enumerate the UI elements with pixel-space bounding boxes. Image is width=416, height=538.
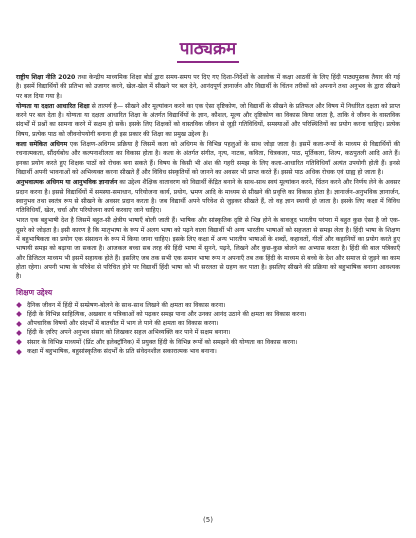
bullet-icon: [16, 339, 22, 345]
list-item: [16, 310, 400, 319]
paragraph-nep: [16, 73, 400, 101]
list-item: [16, 347, 400, 356]
bullet-icon: [16, 321, 22, 327]
title-block: [16, 36, 400, 63]
list-item-text: औपचारिक विषयों और संदर्भों में बातचीत में भाग ले पाने की क्षमता का विकास करना।: [27, 320, 219, 328]
paragraph-multilingual: [16, 216, 400, 281]
list-item: [16, 319, 400, 328]
bullet-icon: [16, 302, 22, 308]
paragraph-competency: [16, 102, 400, 139]
list-item: [16, 338, 400, 347]
list-item-text: कक्षा में बहुभाषिक, बहुसांस्कृतिक संदर्भों के प्रति संवेदनशील सकारात्मक भाव बनाना।: [27, 348, 217, 356]
paragraph-lead: योग्यता या दक्षता आधारित शिक्षा: [16, 102, 90, 110]
paragraph-experiential: [16, 178, 400, 215]
content-body: [16, 73, 400, 356]
paragraph-text: से तात्पर्य है— सीखने और मूल्यांकन करने का एक ऐसा दृष्टिकोण, जो विद्यार्थी के सीखने के प्रतिफल और विषय में निर्धारित दक्षता को प्राप्त करने पर बल देता है। योग्यता या दक्षता आधारित शिक्षा के अंतर्गत विद्यार्थियों के ज्ञान, कौशल, मूल्य और दृष्टिकोण का विकास किया जाता है, ताकि वे जीवन के वास्तविक संदर्भों में प्रश्नों का सामना करने में सक्षम हो सकें। इसके लिए शिक्षकों को वास्तविक जीवन से जुड़ी गतिविधियों, समस्याओं और परिस्थितियों का प्रयोग करना चाहिए। प्रत्येक विषय, प्रत्येक पाठ को जीवनोपयोगी बनाना ही इस प्रकार की शिक्षा का प्रमुख उद्देश्य है।: [16, 102, 400, 138]
bullet-icon: [16, 349, 22, 355]
objectives-heading: शिक्षण उद्देश्य: [16, 287, 53, 297]
page-number: (5): [203, 516, 213, 524]
list-item-text: दैनिक जीवन में हिंदी में सम्प्रेषण-बोलने के साथ-साथ लिखने की क्षमता का विकास करना।: [27, 301, 226, 309]
bullet-icon: [16, 330, 22, 336]
paragraph-text: एक शिक्षण-अधिगम प्रक्रिया है जिसमें कला को अधिगम के विभिन्न पहलुओं के साथ जोड़ा जाता है। इसमें कला-रूपों के माध्यम से विद्यार्थियों की रचनात्मकता, सौंदर्यबोध और कल्पनाशीलता का विकास होता है। कला के अंतर्गत संगीत, नृत्य, नाटक, कविता, चित्रकला, पाठ, मूर्तिकला, शिल्प, कठपुतली आदि आते हैं। इनका प्रयोग करते हुए शिक्षक पाठों को रोचक बना सकते हैं। विषय के किसी भी अंश की गहरी समझ के लिए कला-आधारित गतिविधियाँ अत्यंत उपयोगी होती हैं। इनसे विद्यार्थी अपनी भावनाओं को अभिव्यक्त करना सीखते हैं और विविध संस्कृतियों को जानने का अवसर भी प्राप्त करते हैं। इससे पाठ अधिक रोचक एवं ग्राह्य हो जाता है।: [16, 141, 400, 176]
page-title: पाठ्यक्रम: [179, 39, 237, 59]
bullet-icon: [16, 311, 22, 317]
paragraph-lead: अनुभवात्मक अधिगम या आनुभविक ज्ञानार्जन: [16, 179, 118, 187]
paragraph-text: तथा केन्द्रीय माध्यमिक शिक्षा बोर्ड द्वारा समय-समय पर दिए गए दिशा-निर्देशों के आलोक में कक्षा आठवीं के लिए हिंदी पाठ्यपुस्तक तैयार की गई है। इसमें विद्यार्थियों की प्रतिभा को उजागर करने, खेल-खेल में सीखने पर बल देने, आनंदपूर्ण ज्ञानार्जन और विद्यार्थी के चिंतन तरीकों को अपनाने तथा अनुभव के द्वारा सीखने पर बल दिया गया है।: [16, 74, 401, 100]
list-item-text: हिंदी के ज़रिए अपने अनुभव संसार को लिखकर सहज अभिव्यक्ति कर पाने में सक्षम बनाना।: [27, 329, 231, 337]
paragraph-art-integrated: [16, 140, 400, 177]
paragraph-lead: कला समेकित अधिगम: [16, 141, 68, 149]
list-item: [16, 328, 400, 337]
title-underline: [177, 61, 239, 63]
paragraph-text: का उद्देश्य शैक्षिक वातावरण को विद्यार्थी केंद्रित बनाने के साथ-साथ स्वयं मूल्यांकन करने, चिंतन करने और निर्णय लेने के अवसर प्रदान करना है। इससे विद्यार्थियों में समस्या-समाधान, परियोजना कार्य, प्रयोग, भ्रमण आदि के माध्यम से सीखने की प्रवृत्ति का विकास होता है। ज्ञानार्जन-अनुभविक ज्ञानार्जन, स्वानुभव तथा स्वतंत्र रूप से सीखने के अवसर प्रदान करता है। जब विद्यार्थी अपने परिवेश से जुड़कर सीखते हैं, तो वह ज्ञान स्थायी हो जाता है। इसके लिए कक्षा में विविध गतिविधियाँ, खेल, चर्चा और परियोजना कार्य करवाए जाने चाहिए।: [16, 179, 401, 215]
paragraph-lead: राष्ट्रीय शिक्षा नीति 2020: [16, 74, 76, 81]
list-item-text: हिंदी के विभिन्न साहित्यिक, अखबार व पत्रिकाओं को पढ़कर समझ पाना और उनका आनंद उठाने की क्षमता का विकास करना।: [27, 310, 307, 318]
objectives-list: [16, 301, 400, 357]
paragraph-text: भारत एक बहुभाषी देश है जिसमें बहुत-सी क्षेत्रीय भाषाएँ बोली जाती हैं। भाषिक और सांस्कृतिक दृष्टि से भिन्न होने के बावजूद भारतीय परंपरा में बहुत कुछ ऐसा है जो एक-दूसरे को जोड़ता है। इसी कारण है कि मातृभाषा के रूप में अलग भाषा को पढ़ने वाला विद्यार्थी भी अन्य भारतीय भाषाओं को सहजता से समझ लेता है। हिंदी भाषा के शिक्षण में बहुभाषिकता का प्रयोग एक संसाधन के रूप में किया जाना चाहिए। इसके लिए कक्षा में अन्य भारतीय भाषाओं के शब्दों, कहावतों, गीतों और कहानियों का प्रयोग करते हुए भाषायी समझ को बढ़ाया जा सकता है। आजकल बच्चा सब तरह की हिंदी भाषा में सुनने, पढ़ने, लिखने और कुछ-कुछ बोलने का अभ्यास करता है। हिंदी की बाल पत्रिकाएँ और डिजिटल माध्यम भी इसमें सहायक होते हैं। इसलिए जब तक सभी एक समान भाषा रूप न अपनाएँ तब तक हिंदी के माध्यम से बच्चे के देश और समाज से जुड़ने का काम होता रहेगा। अपनी भाषा के परिवेश से परिचित होने पर विद्यार्थी हिंदी भाषा को भी सरलता से ग्रहण कर पाता है। इसलिए सीखने की प्रक्रिया को बहुभाषिक बनाना आवश्यक है।: [16, 217, 400, 281]
list-item-text: संसार के विभिन्न माध्यमों (प्रिंट और इलेक्ट्रॉनिक) में प्रयुक्त हिंदी के विभिन्न रूपों को समझने की योग्यता का विकास करना।: [27, 338, 298, 346]
list-item: [16, 301, 400, 310]
